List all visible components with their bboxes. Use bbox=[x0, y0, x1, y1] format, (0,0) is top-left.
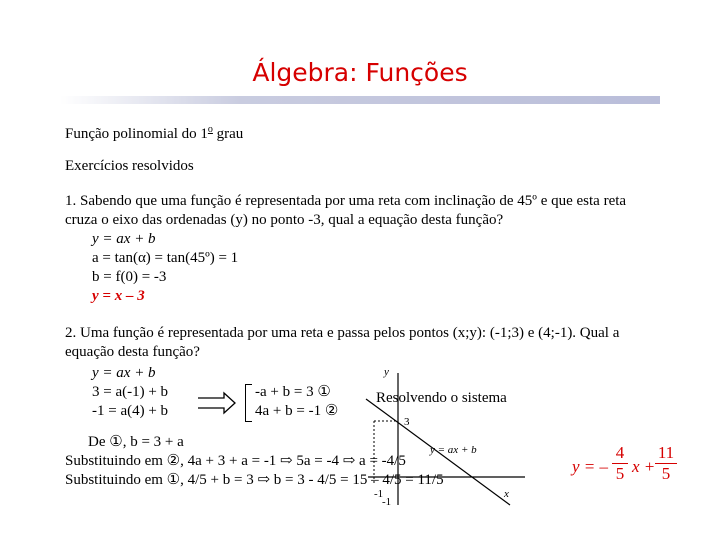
graph-y-tick: 3 bbox=[404, 416, 410, 428]
final-answer-x: x + bbox=[632, 457, 656, 476]
title-underline bbox=[60, 96, 660, 104]
ex2-question-line2: equação desta função? bbox=[65, 344, 200, 360]
solving-system-label: Resolvendo o sistema bbox=[376, 390, 507, 406]
ex1-question-line1: 1. Sabendo que uma função é representada por uma reta com inclinação de 45º e que esta reta bbox=[65, 193, 627, 209]
ex1-question-line2: cruza o eixo das ordenadas (y) no ponto -3, qual a equação desta função? bbox=[65, 212, 504, 228]
system-equation-2: 4a + b = -1 ② bbox=[255, 403, 339, 419]
graph-y-tick-neg: -1 bbox=[382, 496, 392, 508]
system-equation-1: -a + b = 3 ① bbox=[255, 384, 331, 400]
fraction1-numerator: 4 bbox=[615, 443, 625, 462]
ex2-equation-point1: 3 = a(-1) + b bbox=[92, 384, 169, 400]
section-heading: Exercícios resolvidos bbox=[65, 158, 194, 174]
fraction2-denominator: 5 bbox=[655, 463, 677, 484]
ex2-step-b-value: Substituindo em ①, 4/5 + b = 3 ⇨ b = 3 - 4/5 = 15 – 4/5 = 11/5 bbox=[65, 472, 444, 488]
fraction1-denominator: 5 bbox=[612, 463, 628, 484]
graph-x-tick: -1 bbox=[374, 488, 384, 500]
fraction2-numerator: 11 bbox=[657, 443, 675, 462]
implies-arrow-icon bbox=[196, 390, 238, 416]
final-answer-fraction1 bbox=[612, 443, 628, 484]
ex1-answer: y = x – 3 bbox=[92, 288, 145, 304]
subtitle-ordinal: o bbox=[207, 124, 213, 135]
final-answer-lhs: y = – bbox=[572, 457, 609, 476]
ex1-equation-intercept: b = f(0) = -3 bbox=[92, 269, 167, 285]
graph-line-label: y = ax + b bbox=[430, 444, 477, 456]
ex1-equation-slope: a = tan(α) = tan(45º) = 1 bbox=[92, 250, 239, 266]
ex2-step-b: De ①, b = 3 + a bbox=[88, 434, 184, 450]
subtitle bbox=[65, 121, 243, 143]
graph-x-label: x bbox=[504, 488, 509, 500]
ex2-question-line1: 2. Uma função é representada por uma reta e passa pelos pontos (x;y): (-1;3) e (4;-1). Qual a bbox=[65, 325, 620, 341]
system-brace bbox=[245, 384, 252, 422]
ex2-equation-point2: -1 = a(4) + b bbox=[92, 403, 169, 419]
final-answer-fraction2 bbox=[655, 443, 677, 484]
ex2-step-a: Substituindo em ②, 4a + 3 + a = -1 ⇨ 5a = -4 ⇨ a = -4/5 bbox=[65, 453, 406, 469]
subtitle-suffix: grau bbox=[212, 126, 244, 142]
graph-y-label: y bbox=[384, 366, 389, 378]
subtitle-text: Função polinomial do 1 bbox=[65, 126, 208, 142]
ex1-equation-general: y = ax + b bbox=[92, 231, 156, 247]
page-title: Álgebra: Funções bbox=[252, 58, 468, 87]
ex2-equation-general: y = ax + b bbox=[92, 365, 156, 381]
